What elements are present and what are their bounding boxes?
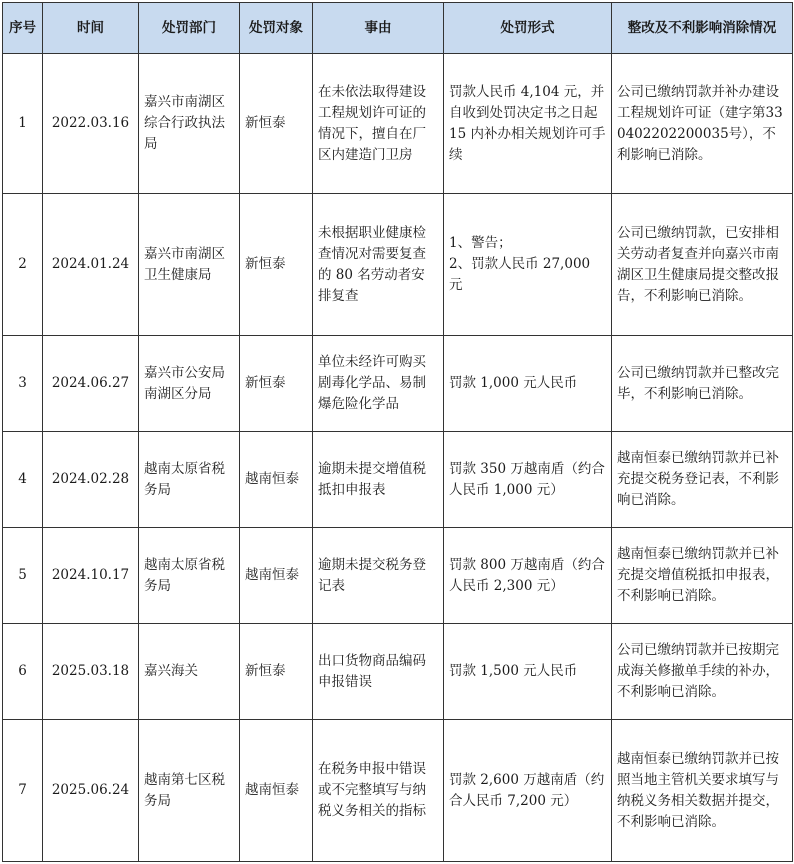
cell-department: 嘉兴海关 xyxy=(139,624,240,720)
cell-department: 嘉兴市公安局南湖区分局 xyxy=(139,336,240,432)
cell-index: 1 xyxy=(3,54,43,194)
cell-penalty: 罚款 800 万越南盾（约合人民币 2,300 元） xyxy=(444,528,612,624)
cell-department: 越南第七区税务局 xyxy=(139,720,240,862)
cell-date: 2025.06.24 xyxy=(43,720,139,862)
cell-penalty: 1、警告； 2、罚款人民币 27,000 元 xyxy=(444,194,612,336)
cell-reason: 逾期未提交增值税抵扣申报表 xyxy=(313,432,444,528)
table-row xyxy=(3,624,793,720)
cell-remedy: 公司已缴纳罚款并补办建设工程规划许可证（建字第330402202200035号），不利影响已消除。 xyxy=(612,54,793,194)
cell-reason: 逾期未提交税务登记表 xyxy=(313,528,444,624)
cell-reason: 未根据职业健康检查情况对需要复查的 80 名劳动者安排复查 xyxy=(313,194,444,336)
table-row xyxy=(3,336,793,432)
cell-department: 越南太原省税务局 xyxy=(139,432,240,528)
cell-department: 越南太原省税务局 xyxy=(139,528,240,624)
header-penalty: 处罚形式 xyxy=(444,3,612,54)
cell-penalty: 罚款 2,600 万越南盾（约合人民币 7,200 元） xyxy=(444,720,612,862)
cell-penalty: 罚款 1,500 元人民币 xyxy=(444,624,612,720)
cell-target: 新恒泰 xyxy=(240,54,313,194)
cell-target: 越南恒泰 xyxy=(240,432,313,528)
cell-target: 新恒泰 xyxy=(240,194,313,336)
cell-remedy: 越南恒泰已缴纳罚款并已补充提交税务登记表，不利影响已消除。 xyxy=(612,432,793,528)
cell-target: 越南恒泰 xyxy=(240,720,313,862)
cell-date: 2024.06.27 xyxy=(43,336,139,432)
cell-remedy: 公司已缴纳罚款，已安排相关劳动者复查并向嘉兴市南湖区卫生健康局提交整改报告，不利影响已消除。 xyxy=(612,194,793,336)
cell-target: 越南恒泰 xyxy=(240,528,313,624)
cell-remedy: 公司已缴纳罚款并已按期完成海关修撤单手续的补办，不利影响已消除。 xyxy=(612,624,793,720)
cell-index: 5 xyxy=(3,528,43,624)
header-reason: 事由 xyxy=(313,3,444,54)
cell-reason: 出口货物商品编码申报错误 xyxy=(313,624,444,720)
table-row xyxy=(3,54,793,194)
cell-department: 嘉兴市南湖区综合行政执法局 xyxy=(139,54,240,194)
cell-remedy: 越南恒泰已缴纳罚款并已补充提交增值税抵扣申报表，不利影响已消除。 xyxy=(612,528,793,624)
header-target: 处罚对象 xyxy=(240,3,313,54)
cell-index: 4 xyxy=(3,432,43,528)
header-index: 序号 xyxy=(3,3,43,54)
penalty-table xyxy=(2,2,793,862)
table-row xyxy=(3,432,793,528)
cell-target: 新恒泰 xyxy=(240,336,313,432)
cell-index: 3 xyxy=(3,336,43,432)
cell-department: 嘉兴市南湖区卫生健康局 xyxy=(139,194,240,336)
cell-penalty: 罚款 350 万越南盾（约合人民币 1,000 元） xyxy=(444,432,612,528)
cell-date: 2024.01.24 xyxy=(43,194,139,336)
cell-index: 2 xyxy=(3,194,43,336)
cell-date: 2024.10.17 xyxy=(43,528,139,624)
header-date: 时间 xyxy=(43,3,139,54)
cell-remedy: 越南恒泰已缴纳罚款并已按照当地主管机关要求填写与纳税义务相关数据并提交，不利影响已消除。 xyxy=(612,720,793,862)
cell-date: 2022.03.16 xyxy=(43,54,139,194)
table-row xyxy=(3,528,793,624)
table-header-row xyxy=(3,3,793,54)
cell-penalty: 罚款人民币 4,104 元，并自收到处罚决定书之日起 15 内补办相关规划许可手续 xyxy=(444,54,612,194)
table-row xyxy=(3,720,793,862)
cell-target: 新恒泰 xyxy=(240,624,313,720)
cell-date: 2025.03.18 xyxy=(43,624,139,720)
cell-penalty: 罚款 1,000 元人民币 xyxy=(444,336,612,432)
cell-index: 6 xyxy=(3,624,43,720)
cell-remedy: 公司已缴纳罚款并已整改完毕，不利影响已消除。 xyxy=(612,336,793,432)
cell-date: 2024.02.28 xyxy=(43,432,139,528)
header-remedy: 整改及不利影响消除情况 xyxy=(612,3,793,54)
header-department: 处罚部门 xyxy=(139,3,240,54)
table-row xyxy=(3,194,793,336)
cell-reason: 在税务申报中错误或不完整填写与纳税义务相关的指标 xyxy=(313,720,444,862)
cell-index: 7 xyxy=(3,720,43,862)
cell-reason: 在未依法取得建设工程规划许可证的情况下，擅自在厂区内建造门卫房 xyxy=(313,54,444,194)
cell-reason: 单位未经许可购买剧毒化学品、易制爆危险化学品 xyxy=(313,336,444,432)
